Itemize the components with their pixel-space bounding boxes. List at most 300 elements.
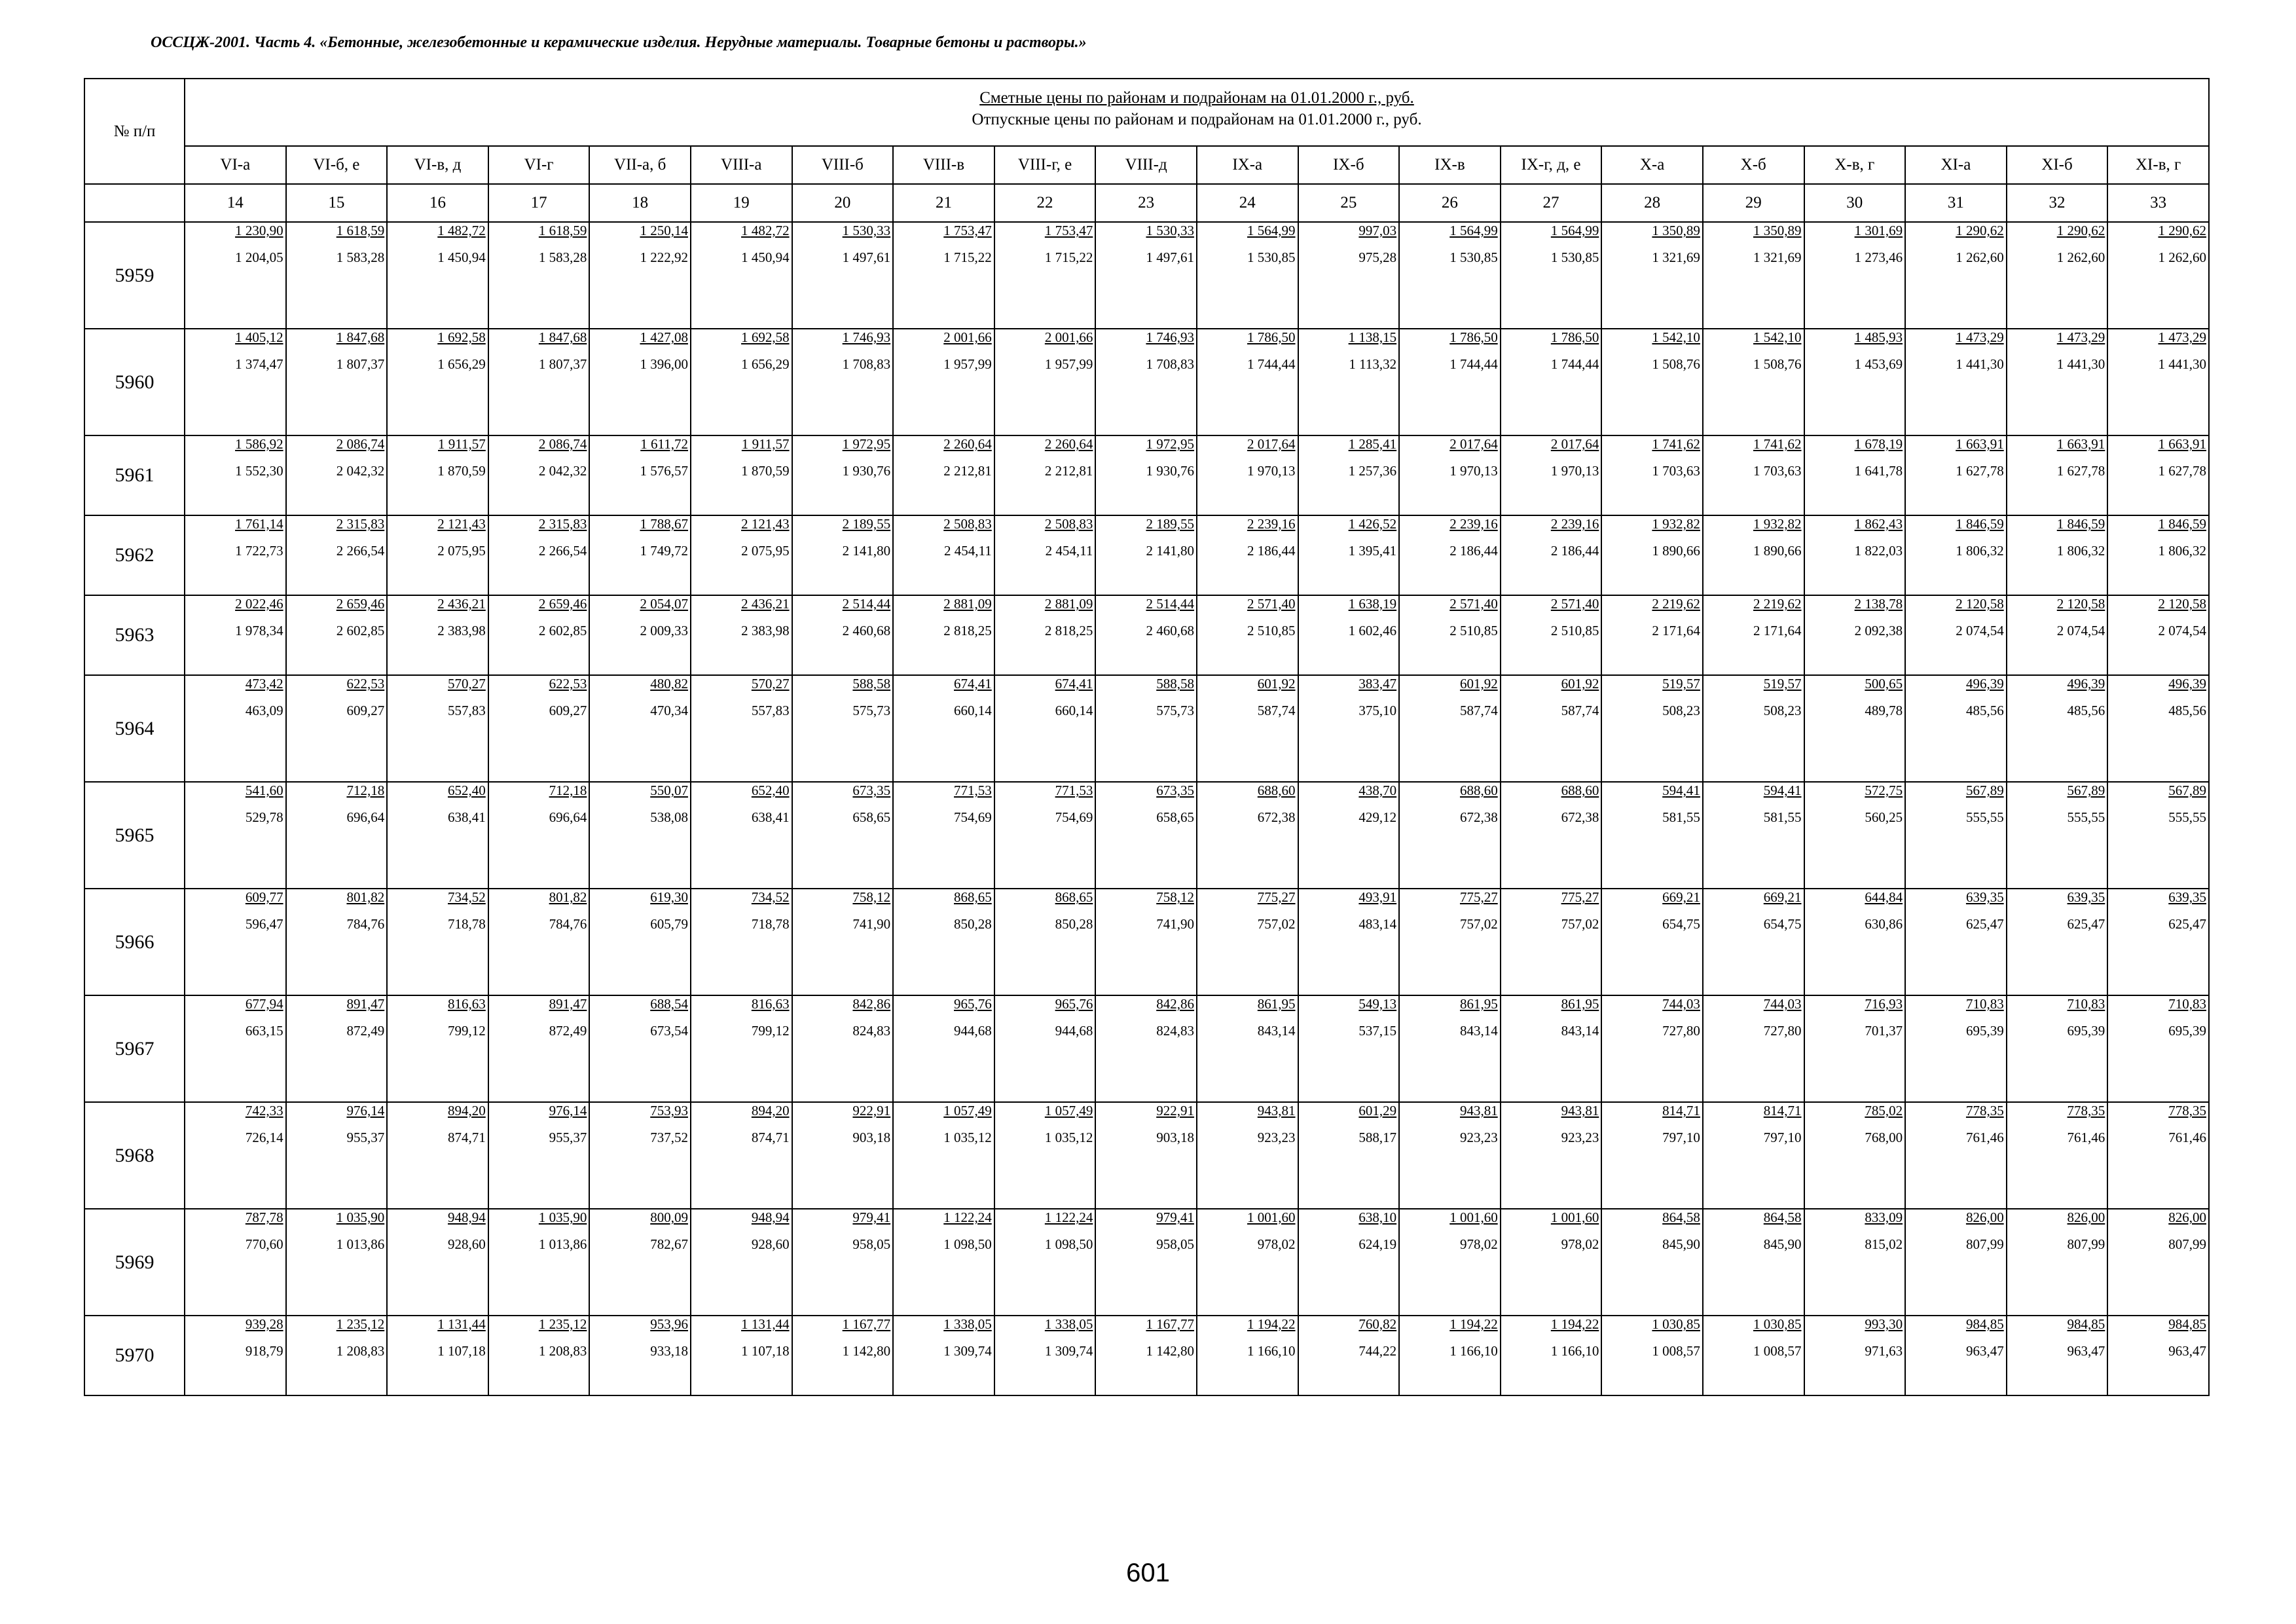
price-cell — [185, 889, 286, 995]
price-cell — [1804, 995, 1906, 1102]
estimated-price: 1 530,33 — [1146, 223, 1194, 238]
price-cell — [1197, 1316, 1298, 1395]
estimated-price: 2 189,55 — [1146, 516, 1194, 532]
column-number: 22 — [994, 184, 1096, 222]
estimated-price: 1 847,68 — [538, 329, 587, 345]
district-header: XI-б — [2007, 146, 2108, 184]
colnum-blank — [84, 184, 185, 222]
estimated-price: 1 035,90 — [538, 1209, 587, 1225]
estimated-price: 1 972,95 — [1146, 436, 1194, 452]
estimated-price: 688,60 — [1561, 783, 1599, 798]
estimated-price: 710,83 — [2067, 996, 2105, 1012]
release-price: 727,80 — [1763, 1023, 1802, 1039]
price-cell — [1703, 435, 1804, 515]
price-cell — [1501, 329, 1602, 435]
price-cell — [1095, 889, 1197, 995]
release-price: 845,90 — [1662, 1236, 1700, 1252]
price-cell — [2007, 222, 2108, 329]
release-price: 1 806,32 — [1956, 543, 2004, 559]
price-cell — [286, 435, 388, 515]
estimated-price: 2 017,64 — [1449, 436, 1498, 452]
estimated-price: 785,02 — [1865, 1103, 1903, 1118]
price-cell — [792, 1316, 894, 1395]
page-number: 601 — [1126, 1559, 1170, 1587]
estimated-price: 2 260,64 — [943, 436, 992, 452]
estimated-price: 778,35 — [2067, 1103, 2105, 1118]
price-cell — [286, 1102, 388, 1209]
release-price: 770,60 — [245, 1236, 283, 1252]
estimated-price: 601,92 — [1459, 676, 1498, 692]
release-price: 958,05 — [852, 1236, 891, 1252]
estimated-price: 496,39 — [2168, 676, 2206, 692]
estimated-price: 2 239,16 — [1449, 516, 1498, 532]
price-cell — [488, 222, 590, 329]
release-price: 538,08 — [650, 809, 688, 825]
price-cell — [2007, 1316, 2108, 1395]
release-price: 485,56 — [1965, 703, 2004, 718]
estimated-price: 778,35 — [2168, 1103, 2206, 1118]
price-cell — [1197, 1102, 1298, 1209]
estimated-price: 688,60 — [1257, 783, 1296, 798]
estimated-price: 588,58 — [1156, 676, 1194, 692]
price-cell — [2007, 889, 2108, 995]
release-price: 799,12 — [751, 1023, 790, 1039]
estimated-price: 984,85 — [2168, 1316, 2206, 1332]
price-cell — [994, 1102, 1096, 1209]
column-number: 31 — [1905, 184, 2007, 222]
release-price: 872,49 — [549, 1023, 587, 1039]
release-price: 1 497,61 — [1146, 249, 1194, 265]
estimated-price: 570,27 — [448, 676, 486, 692]
release-price: 555,55 — [2067, 809, 2105, 825]
estimated-price: 1 788,67 — [640, 516, 688, 532]
price-cell — [994, 1316, 1096, 1395]
estimated-price: 1 482,72 — [741, 223, 790, 238]
release-price: 2 454,11 — [944, 543, 992, 559]
estimated-price: 1 138,15 — [1348, 329, 1397, 345]
release-price: 768,00 — [1865, 1130, 1903, 1145]
release-price: 963,47 — [2168, 1343, 2206, 1359]
estimated-price: 922,91 — [1156, 1103, 1194, 1118]
price-cell — [589, 995, 691, 1102]
price-cell — [1501, 1209, 1602, 1316]
price-cell — [2107, 995, 2209, 1102]
price-cell — [286, 515, 388, 595]
district-header: X-а — [1601, 146, 1703, 184]
table-title-release: Отпускные цены по районам и подрайонам на 01.01.2000 г., руб. — [972, 111, 1422, 128]
price-cell — [387, 329, 488, 435]
price-cell — [1905, 995, 2007, 1102]
price-cell — [1905, 782, 2007, 889]
price-cell — [185, 675, 286, 782]
estimated-price: 868,65 — [954, 889, 992, 905]
release-price: 658,65 — [1156, 809, 1194, 825]
price-cell — [589, 435, 691, 515]
release-price: 1 552,30 — [235, 463, 283, 479]
release-price: 581,55 — [1662, 809, 1700, 825]
district-header: X-б — [1703, 146, 1804, 184]
estimated-price: 500,65 — [1865, 676, 1903, 692]
price-cell — [589, 222, 691, 329]
price-cell — [1601, 515, 1703, 595]
price-cell — [1095, 1316, 1197, 1395]
price-cell — [185, 222, 286, 329]
estimated-price: 438,70 — [1358, 783, 1397, 798]
estimated-price: 519,57 — [1763, 676, 1802, 692]
estimated-price: 1 847,68 — [336, 329, 385, 345]
release-price: 1 441,30 — [2158, 356, 2206, 372]
release-price: 1 970,13 — [1550, 463, 1599, 479]
estimated-price: 609,77 — [245, 889, 283, 905]
estimated-price: 742,33 — [245, 1103, 283, 1118]
price-cell — [1905, 222, 2007, 329]
release-price: 489,78 — [1865, 703, 1903, 718]
release-price: 845,90 — [1763, 1236, 1802, 1252]
price-cell — [1197, 595, 1298, 675]
price-cell — [2107, 1316, 2209, 1395]
price-cell — [1703, 515, 1804, 595]
release-price: 807,99 — [2168, 1236, 2206, 1252]
estimated-price: 639,35 — [1965, 889, 2004, 905]
release-price: 2 171,64 — [1753, 623, 1802, 638]
estimated-price: 2 659,46 — [538, 596, 587, 612]
price-cell — [2107, 889, 2209, 995]
price-cell — [1399, 329, 1501, 435]
price-cell — [1905, 1102, 2007, 1209]
price-cell — [691, 675, 792, 782]
price-cell — [185, 1316, 286, 1395]
release-price: 1 744,44 — [1449, 356, 1498, 372]
price-cell — [286, 329, 388, 435]
price-cell — [286, 889, 388, 995]
price-cell — [1501, 995, 1602, 1102]
estimated-price: 2 436,21 — [437, 596, 486, 612]
release-price: 638,41 — [448, 809, 486, 825]
release-price: 2 602,85 — [538, 623, 587, 638]
price-cell — [488, 435, 590, 515]
estimated-price: 673,35 — [852, 783, 891, 798]
release-price: 754,69 — [1055, 809, 1093, 825]
release-price: 2 818,25 — [943, 623, 992, 638]
estimated-price: 594,41 — [1763, 783, 1802, 798]
price-cell — [2007, 782, 2108, 889]
estimated-price: 1 131,44 — [741, 1316, 790, 1332]
estimated-price: 519,57 — [1662, 676, 1700, 692]
estimated-price: 1 301,69 — [1854, 223, 1903, 238]
release-price: 660,14 — [954, 703, 992, 718]
estimated-price: 1 663,91 — [1956, 436, 2004, 452]
release-price: 2 186,44 — [1449, 543, 1498, 559]
release-price: 2 141,80 — [842, 543, 891, 559]
release-price: 1 627,78 — [2056, 463, 2105, 479]
estimated-price: 1 350,89 — [1753, 223, 1802, 238]
estimated-price: 861,95 — [1459, 996, 1498, 1012]
estimated-price: 775,27 — [1459, 889, 1498, 905]
estimated-price: 1 786,50 — [1247, 329, 1296, 345]
release-price: 1 749,72 — [640, 543, 688, 559]
price-cell — [1298, 675, 1400, 782]
price-cell — [488, 675, 590, 782]
price-cell — [1095, 595, 1197, 675]
price-cell — [994, 222, 1096, 329]
price-cell — [2007, 675, 2108, 782]
release-price: 718,78 — [448, 916, 486, 932]
estimated-price: 2 315,83 — [538, 516, 587, 532]
estimated-price: 567,89 — [1965, 783, 2004, 798]
release-price: 470,34 — [650, 703, 688, 718]
estimated-price: 473,42 — [245, 676, 283, 692]
price-cell — [286, 595, 388, 675]
district-header: VIII-б — [792, 146, 894, 184]
release-price: 1 530,85 — [1247, 249, 1296, 265]
release-price: 1 107,18 — [741, 1343, 790, 1359]
release-price: 2 383,98 — [437, 623, 486, 638]
price-cell — [1501, 515, 1602, 595]
estimated-price: 891,47 — [346, 996, 385, 1012]
estimated-price: 744,03 — [1662, 996, 1700, 1012]
table-body — [84, 222, 2209, 1395]
price-cell — [691, 1209, 792, 1316]
release-price: 1 656,29 — [437, 356, 486, 372]
estimated-price: 1 285,41 — [1348, 436, 1397, 452]
estimated-price: 771,53 — [954, 783, 992, 798]
estimated-price: 814,71 — [1763, 1103, 1802, 1118]
release-price: 727,80 — [1662, 1023, 1700, 1039]
release-price: 2 383,98 — [741, 623, 790, 638]
estimated-price: 1 194,22 — [1550, 1316, 1599, 1332]
release-price: 555,55 — [1965, 809, 2004, 825]
price-table — [84, 78, 2210, 1396]
title-row — [84, 79, 2209, 146]
price-cell — [2007, 515, 2108, 595]
release-price: 2 009,33 — [640, 623, 688, 638]
release-price: 1 627,78 — [1956, 463, 2004, 479]
table-row — [84, 435, 2209, 515]
column-number: 15 — [286, 184, 388, 222]
estimated-price: 1 862,43 — [1854, 516, 1903, 532]
release-price: 1 870,59 — [741, 463, 790, 479]
release-price: 2 186,44 — [1550, 543, 1599, 559]
release-price: 485,56 — [2067, 703, 2105, 718]
release-price: 2 171,64 — [1652, 623, 1700, 638]
price-cell — [1298, 995, 1400, 1102]
estimated-price: 652,40 — [751, 783, 790, 798]
column-number-row — [84, 184, 2209, 222]
price-cell — [893, 435, 994, 515]
estimated-price: 2 508,83 — [943, 516, 992, 532]
estimated-price: 2 571,40 — [1247, 596, 1296, 612]
price-cell — [185, 782, 286, 889]
release-price: 1 583,28 — [336, 249, 385, 265]
estimated-price: 1 932,82 — [1753, 516, 1802, 532]
price-cell — [286, 1209, 388, 1316]
release-price: 1 035,12 — [1044, 1130, 1093, 1145]
price-cell — [994, 329, 1096, 435]
estimated-price: 1 338,05 — [1044, 1316, 1093, 1332]
release-price: 850,28 — [1055, 916, 1093, 932]
column-number: 25 — [1298, 184, 1400, 222]
estimated-price: 622,53 — [549, 676, 587, 692]
price-cell — [893, 1209, 994, 1316]
release-price: 1 273,46 — [1854, 249, 1903, 265]
release-price: 1 107,18 — [437, 1343, 486, 1359]
estimated-price: 1 194,22 — [1247, 1316, 1296, 1332]
price-cell — [792, 1209, 894, 1316]
estimated-price: 2 881,09 — [943, 596, 992, 612]
release-price: 975,28 — [1358, 249, 1397, 265]
estimated-price: 801,82 — [549, 889, 587, 905]
price-cell — [1804, 1209, 1906, 1316]
price-cell — [589, 595, 691, 675]
price-cell — [691, 329, 792, 435]
estimated-price: 1 564,99 — [1247, 223, 1296, 238]
price-cell — [1501, 782, 1602, 889]
table-row — [84, 222, 2209, 329]
release-price: 1 576,57 — [640, 463, 688, 479]
release-price: 2 042,32 — [336, 463, 385, 479]
release-price: 1 208,83 — [336, 1343, 385, 1359]
release-price: 673,54 — [650, 1023, 688, 1039]
estimated-price: 1 846,59 — [2158, 516, 2206, 532]
table-row — [84, 595, 2209, 675]
row-number: 5960 — [84, 329, 185, 435]
release-price: 1 453,69 — [1854, 356, 1903, 372]
estimated-price: 787,78 — [245, 1209, 283, 1225]
price-cell — [286, 675, 388, 782]
release-price: 508,23 — [1662, 703, 1700, 718]
price-cell — [1703, 1102, 1804, 1209]
estimated-price: 601,29 — [1358, 1103, 1397, 1118]
district-header: IX-а — [1197, 146, 1298, 184]
release-price: 741,90 — [852, 916, 891, 932]
price-cell — [1197, 889, 1298, 995]
row-number: 5970 — [84, 1316, 185, 1395]
estimated-price: 1 530,33 — [842, 223, 891, 238]
release-price: 588,17 — [1358, 1130, 1397, 1145]
release-price: 1 970,13 — [1449, 463, 1498, 479]
release-price: 1 703,63 — [1652, 463, 1700, 479]
price-cell — [387, 889, 488, 995]
estimated-price: 861,95 — [1257, 996, 1296, 1012]
column-number: 26 — [1399, 184, 1501, 222]
column-number: 17 — [488, 184, 590, 222]
price-cell — [1601, 782, 1703, 889]
district-header: XI-а — [1905, 146, 2007, 184]
row-number: 5965 — [84, 782, 185, 889]
estimated-price: 826,00 — [2168, 1209, 2206, 1225]
price-cell — [387, 1316, 488, 1395]
district-header: VI-а — [185, 146, 286, 184]
estimated-price: 833,09 — [1865, 1209, 1903, 1225]
district-header: VI-б, е — [286, 146, 388, 184]
estimated-price: 1 350,89 — [1652, 223, 1700, 238]
estimated-price: 1 427,08 — [640, 329, 688, 345]
price-cell — [2107, 782, 2209, 889]
row-number: 5964 — [84, 675, 185, 782]
price-cell — [1298, 435, 1400, 515]
price-cell — [185, 1102, 286, 1209]
release-price: 761,46 — [2067, 1130, 2105, 1145]
estimated-price: 2 086,74 — [538, 436, 587, 452]
price-cell — [1905, 675, 2007, 782]
release-price: 2 510,85 — [1247, 623, 1296, 638]
running-title: ОССЦЖ-2001. Часть 4. «Бетонные, железобетонные и керамические изделия. Нерудные материалы. Товарные бетоны и растворы.» — [151, 34, 1087, 51]
estimated-price: 1 230,90 — [235, 223, 283, 238]
price-cell — [488, 329, 590, 435]
release-price: 2 818,25 — [1044, 623, 1093, 638]
estimated-price: 2 189,55 — [842, 516, 891, 532]
release-price: 625,47 — [2168, 916, 2206, 932]
release-price: 2 454,11 — [1045, 543, 1093, 559]
release-price: 757,02 — [1257, 916, 1296, 932]
price-cell — [1399, 515, 1501, 595]
estimated-price: 1 972,95 — [842, 436, 891, 452]
release-price: 375,10 — [1358, 703, 1397, 718]
column-number: 16 — [387, 184, 488, 222]
release-price: 782,67 — [650, 1236, 688, 1252]
price-cell — [1298, 1209, 1400, 1316]
release-price: 463,09 — [245, 703, 283, 718]
release-price: 815,02 — [1865, 1236, 1903, 1252]
estimated-price: 1 741,62 — [1753, 436, 1802, 452]
table-row — [84, 515, 2209, 595]
release-price: 718,78 — [751, 916, 790, 932]
estimated-price: 979,41 — [1156, 1209, 1194, 1225]
estimated-price: 644,84 — [1865, 889, 1903, 905]
estimated-price: 976,14 — [346, 1103, 385, 1118]
estimated-price: 1 235,12 — [538, 1316, 587, 1332]
estimated-price: 2 120,58 — [2056, 596, 2105, 612]
estimated-price: 1 618,59 — [538, 223, 587, 238]
price-cell — [1905, 435, 2007, 515]
estimated-price: 2 571,40 — [1550, 596, 1599, 612]
release-price: 1 744,44 — [1247, 356, 1296, 372]
estimated-price: 688,60 — [1459, 783, 1498, 798]
district-header: XI-в, г — [2107, 146, 2209, 184]
table-row — [84, 675, 2209, 782]
price-cell — [1197, 675, 1298, 782]
release-price: 1 870,59 — [437, 463, 486, 479]
estimated-price: 1 167,77 — [842, 1316, 891, 1332]
price-cell — [691, 515, 792, 595]
estimated-price: 976,14 — [549, 1103, 587, 1118]
price-cell — [488, 889, 590, 995]
price-cell — [1804, 1102, 1906, 1209]
price-cell — [1703, 595, 1804, 675]
estimated-price: 894,20 — [448, 1103, 486, 1118]
estimated-price: 1 290,62 — [2056, 223, 2105, 238]
estimated-price: 677,94 — [245, 996, 283, 1012]
estimated-price: 1 663,91 — [2158, 436, 2206, 452]
column-number: 28 — [1601, 184, 1703, 222]
price-cell — [1905, 889, 2007, 995]
release-price: 754,69 — [954, 809, 992, 825]
release-price: 1 703,63 — [1753, 463, 1802, 479]
estimated-price: 965,76 — [1055, 996, 1093, 1012]
release-price: 2 510,85 — [1449, 623, 1498, 638]
release-price: 2 141,80 — [1146, 543, 1194, 559]
price-cell — [1197, 515, 1298, 595]
release-price: 784,76 — [346, 916, 385, 932]
price-cell — [387, 515, 488, 595]
estimated-price: 984,85 — [1965, 1316, 2004, 1332]
column-number: 20 — [792, 184, 894, 222]
price-cell — [1905, 1316, 2007, 1395]
release-price: 1 166,10 — [1550, 1343, 1599, 1359]
price-cell — [286, 782, 388, 889]
estimated-price: 1 638,19 — [1348, 596, 1397, 612]
release-price: 485,56 — [2168, 703, 2206, 718]
